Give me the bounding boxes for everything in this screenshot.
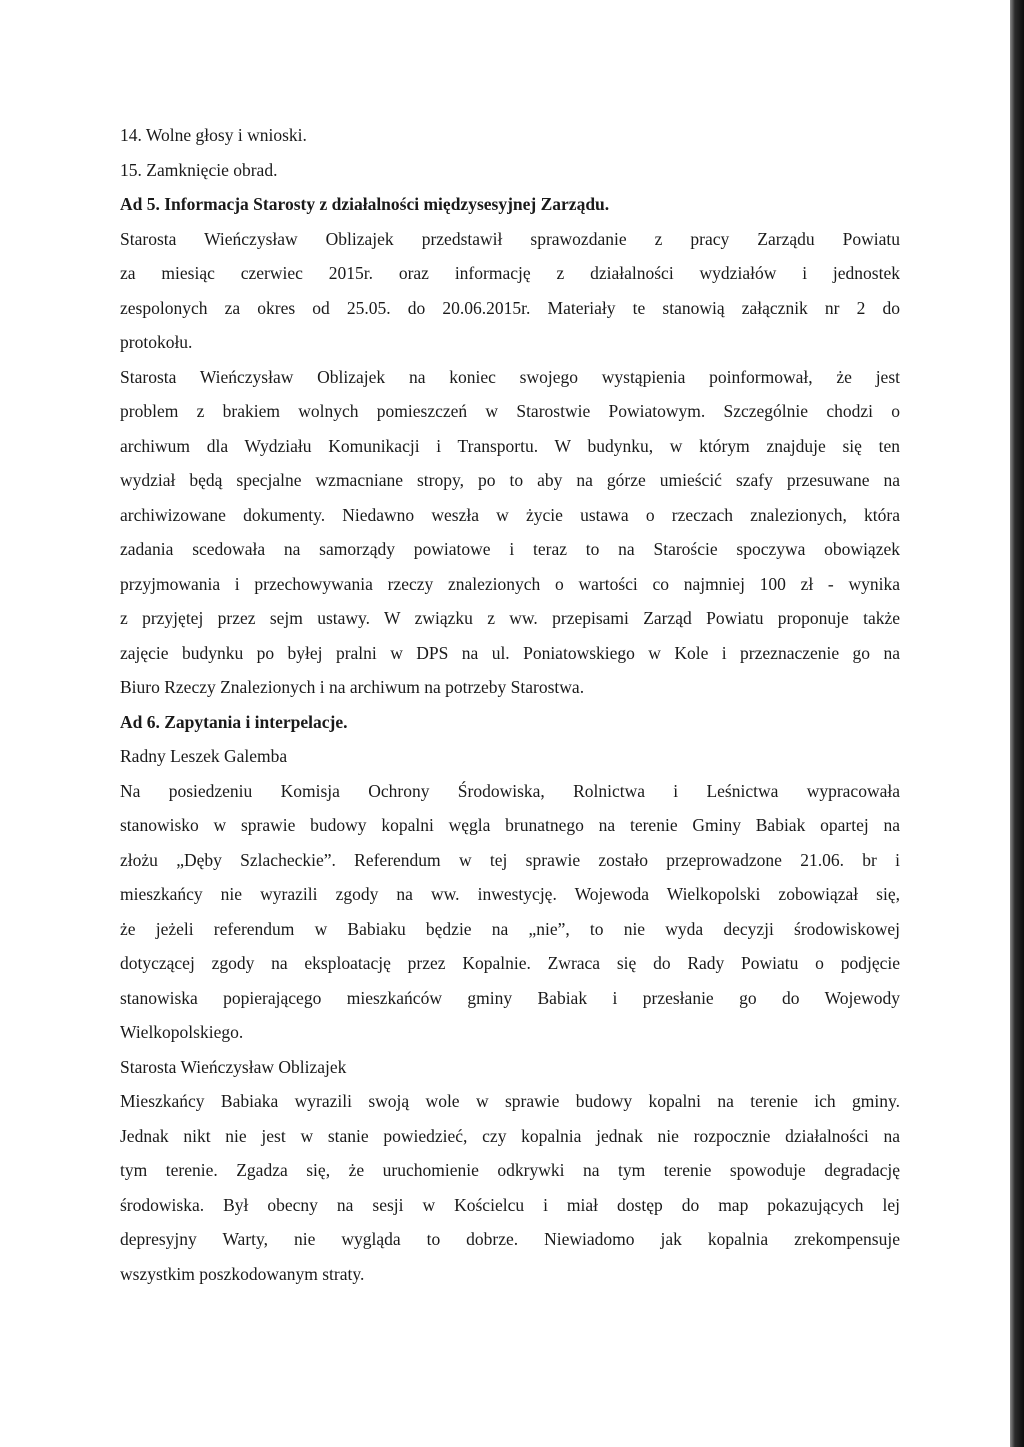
text-line: zespolonych za okres od 25.05. do 20.06.2015r. Materiały te stanowią załącznik nr 2 do bbox=[120, 297, 900, 318]
text-line: Biuro Rzeczy Znalezionych i na archiwum na potrzeby Starostwa. bbox=[120, 677, 585, 697]
text-line: 15. Zamknięcie obrad. bbox=[120, 159, 278, 180]
text-line: tym terenie. Zgadza się, że uruchomienie odkrywki na tym terenie spowoduje degradację bbox=[120, 1160, 900, 1180]
text-line: problem z brakiem wolnych pomieszczeń w Starostwie Powiatowym. Szczególnie chodzi o bbox=[120, 401, 900, 421]
document-page bbox=[120, 118, 900, 1291]
text-line: że jeżeli referendum w Babiaku będzie na „nie”, to nie wyda decyzji środowiskowej bbox=[120, 918, 900, 939]
section-heading: Ad 5. Informacja Starosty z działalności międzysesyjnej Zarządu. bbox=[120, 194, 610, 214]
text-line: Na posiedzeniu Komisja Ochrony Środowiska, Rolnictwa i Leśnictwa wypracowała bbox=[120, 780, 900, 801]
text-line: zajęcie budynku po byłej pralni w DPS na ul. Poniatowskiego w Kole i przeznaczenie go na bbox=[120, 642, 900, 663]
text-line: Starosta Wieńczysław Oblizajek przedstawił sprawozdanie z pracy Zarządu Powiatu bbox=[120, 228, 900, 249]
text-line: depresyjny Warty, nie wygląda to dobrze. Niewiadomo jak kopalnia zrekompensuje bbox=[120, 1229, 900, 1249]
scan-edge-shadow bbox=[1010, 0, 1024, 1447]
text-line: stanowiska popierającego mieszkańców gminy Babiak i przesłanie go do Wojewody bbox=[120, 987, 900, 1008]
text-line: 14. Wolne głosy i wnioski. bbox=[120, 125, 307, 145]
text-line: Starosta Wieńczysław Oblizajek na koniec swojego wystąpienia poinformował, że jest bbox=[120, 366, 900, 387]
text-line: stanowisko w sprawie budowy kopalni węgla brunatnego na terenie Gminy Babiak opartej na bbox=[120, 815, 900, 835]
text-line: za miesiąc czerwiec 2015r. oraz informację z działalności wydziałów i jednostek bbox=[120, 263, 900, 283]
text-line: Starosta Wieńczysław Oblizajek bbox=[120, 1056, 347, 1077]
text-line: protokołu. bbox=[120, 332, 193, 352]
text-line: Wielkopolskiego. bbox=[120, 1022, 244, 1042]
text-line: Radny Leszek Galemba bbox=[120, 746, 288, 766]
text-line: archiwum dla Wydziału Komunikacji i Transportu. W budynku, w którym znajduje się ten bbox=[120, 435, 900, 456]
text-line: przyjmowania i przechowywania rzeczy znalezionych o wartości co najmniej 100 zł - wynika bbox=[120, 573, 900, 594]
text-line: mieszkańcy nie wyrazili zgody na ww. inwestycję. Wojewoda Wielkopolski zobowiązał się, bbox=[120, 884, 900, 904]
text-line: zadania scedowała na samorządy powiatowe i teraz to na Staroście spoczywa obowiązek bbox=[120, 539, 900, 559]
text-line: wydział będą specjalne wzmacniane stropy, po to aby na górze umieścić szafy przesuwane na bbox=[120, 470, 900, 490]
text-line: z przyjętej przez sejm ustawy. W związku z ww. przepisami Zarząd Powiatu proponuje także bbox=[120, 608, 900, 628]
text-line: Mieszkańcy Babiaka wyrazili swoją wole w sprawie budowy kopalni na terenie ich gminy. bbox=[120, 1091, 900, 1111]
text-line: środowiska. Był obecny na sesji w Kościelcu i miał dostęp do map pokazujących lej bbox=[120, 1194, 900, 1215]
text-line: dotyczącej zgody na eksploatację przez Kopalnie. Zwraca się do Rady Powiatu o podjęcie bbox=[120, 953, 900, 973]
section-heading: Ad 6. Zapytania i interpelacje. bbox=[120, 711, 348, 732]
text-line: archiwizowane dokumenty. Niedawno weszła w życie ustawa o rzeczach znalezionych, która bbox=[120, 504, 900, 525]
text-line: złożu „Dęby Szlacheckie”. Referendum w tej sprawie zostało przeprowadzone 21.06. br i bbox=[120, 849, 900, 870]
text-line: wszystkim poszkodowanym straty. bbox=[120, 1263, 365, 1284]
text-line: Jednak nikt nie jest w stanie powiedzieć, czy kopalnia jednak nie rozpocznie działalności na bbox=[120, 1125, 900, 1146]
